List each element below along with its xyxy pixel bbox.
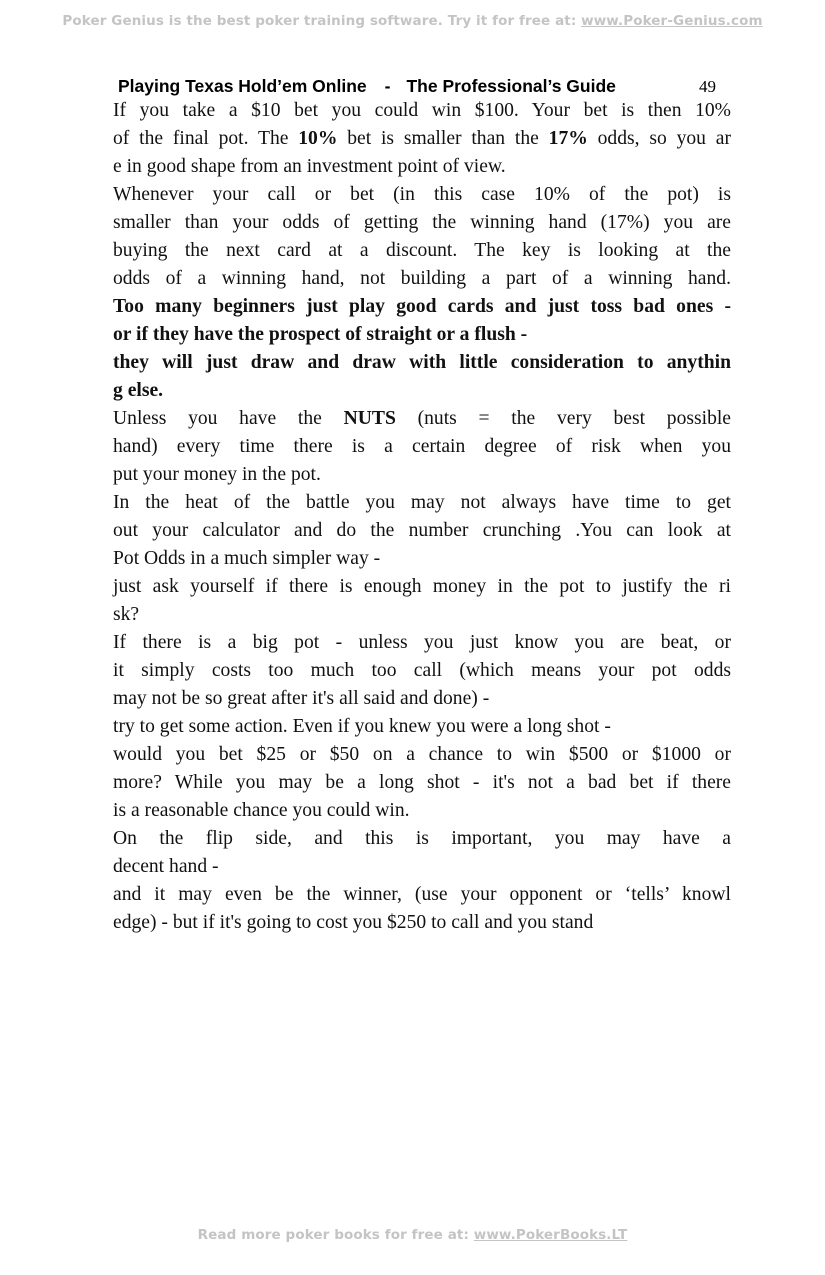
text-segment: On the flip side, and this is important, you may have a [113, 828, 731, 849]
text-segment: or if they have the prospect of straight or a flush - [113, 324, 528, 345]
text-line [113, 825, 731, 853]
text-line [113, 741, 731, 769]
top-banner [0, 13, 825, 29]
text-line [113, 853, 731, 881]
text-line [113, 909, 731, 937]
text-line [113, 377, 731, 405]
text-segment: may not be so great after it's all said and done) - [113, 688, 490, 709]
text-line [113, 433, 731, 461]
text-segment: would you bet $25 or $50 on a chance to win $500 or $1000 or [113, 744, 731, 765]
bold-term: 17% [548, 128, 588, 149]
text-segment: If there is a big pot - unless you just know you are beat, or [113, 632, 731, 653]
text-segment: buying the next card at a discount. The key is looking at the [113, 240, 731, 261]
text-line [113, 713, 731, 741]
text-segment: Pot Odds in a much simpler way - [113, 548, 381, 569]
text-line [113, 685, 731, 713]
text-segment: edge) - but if it's going to cost you $250 to call and you stand [113, 912, 594, 933]
page-header [118, 76, 718, 97]
text-segment: Whenever your call or bet (in this case 10% of the pot) is [113, 184, 731, 205]
text-line [113, 545, 731, 573]
text-line [113, 97, 731, 125]
pokerbooks-link[interactable]: www.PokerBooks.LT [473, 1227, 628, 1243]
text-segment: just ask yourself if there is enough money in the pot to justify the ri [113, 576, 731, 597]
text-segment: sk? [113, 604, 140, 625]
text-line [113, 769, 731, 797]
text-line [113, 405, 731, 433]
text-segment: odds of a winning hand, not building a part of a winning hand. [113, 268, 731, 289]
bottom-banner-text: Read more poker books for free at: [197, 1227, 474, 1243]
text-segment: hand) every time there is a certain degree of risk when you [113, 436, 731, 457]
book-subtitle: The Professional’s Guide [406, 76, 616, 96]
bold-term: 10% [298, 128, 338, 149]
text-segment: Unless you have the [113, 408, 344, 429]
text-segment: Too many beginners just play good cards and just toss bad ones - [113, 296, 731, 317]
text-segment: decent hand - [113, 856, 219, 877]
text-line [113, 629, 731, 657]
text-line [113, 349, 731, 377]
text-segment: bet is smaller than the [337, 128, 549, 149]
text-segment: more? While you may be a long shot - it's not a bad bet if there [113, 772, 731, 793]
text-segment: of the final pot. The [113, 128, 299, 149]
text-line [113, 209, 731, 237]
text-segment: and it may even be the winner, (use your opponent or ‘tells’ knowl [113, 884, 731, 905]
text-line [113, 293, 731, 321]
text-line [113, 125, 731, 153]
text-line [113, 181, 731, 209]
top-banner-text: Poker Genius is the best poker training software. Try it for free at: [62, 13, 582, 29]
text-line [113, 601, 731, 629]
text-segment: In the heat of the battle you may not always have time to get [113, 492, 731, 513]
text-segment: put your money in the pot. [113, 464, 321, 485]
text-line [113, 797, 731, 825]
text-line [113, 881, 731, 909]
text-segment: e in good shape from an investment point of view. [113, 156, 506, 177]
text-segment: is a reasonable chance you could win. [113, 800, 410, 821]
text-line [113, 153, 731, 181]
text-segment: it simply costs too much too call (which means your pot odds [113, 660, 731, 681]
text-segment: try to get some action. Even if you knew you were a long shot - [113, 716, 611, 737]
text-segment: out your calculator and do the number crunching .You can look at [113, 520, 731, 541]
book-title: Playing Texas Hold’em Online [118, 76, 367, 96]
text-segment: (nuts = the very best possible [395, 408, 732, 429]
text-line [113, 321, 731, 349]
bottom-banner [0, 1227, 825, 1243]
text-segment: smaller than your odds of getting the winning hand (17%) you are [113, 212, 731, 233]
text-segment: they will just draw and draw with little consideration to anythin [113, 352, 731, 373]
page-number: 49 [699, 77, 716, 96]
body-text [113, 97, 731, 937]
text-segment: If you take a $10 bet you could win $100. Your bet is then 10% [113, 100, 731, 121]
text-line [113, 237, 731, 265]
text-line [113, 573, 731, 601]
text-line [113, 517, 731, 545]
text-segment: odds, so you ar [587, 128, 732, 149]
header-separator: - [384, 76, 391, 96]
text-segment: g else. [113, 380, 164, 401]
text-line [113, 489, 731, 517]
text-line [113, 265, 731, 293]
poker-genius-link[interactable]: www.Poker-Genius.com [581, 13, 763, 29]
bold-term: NUTS [343, 408, 396, 429]
text-line [113, 657, 731, 685]
text-line [113, 461, 731, 489]
